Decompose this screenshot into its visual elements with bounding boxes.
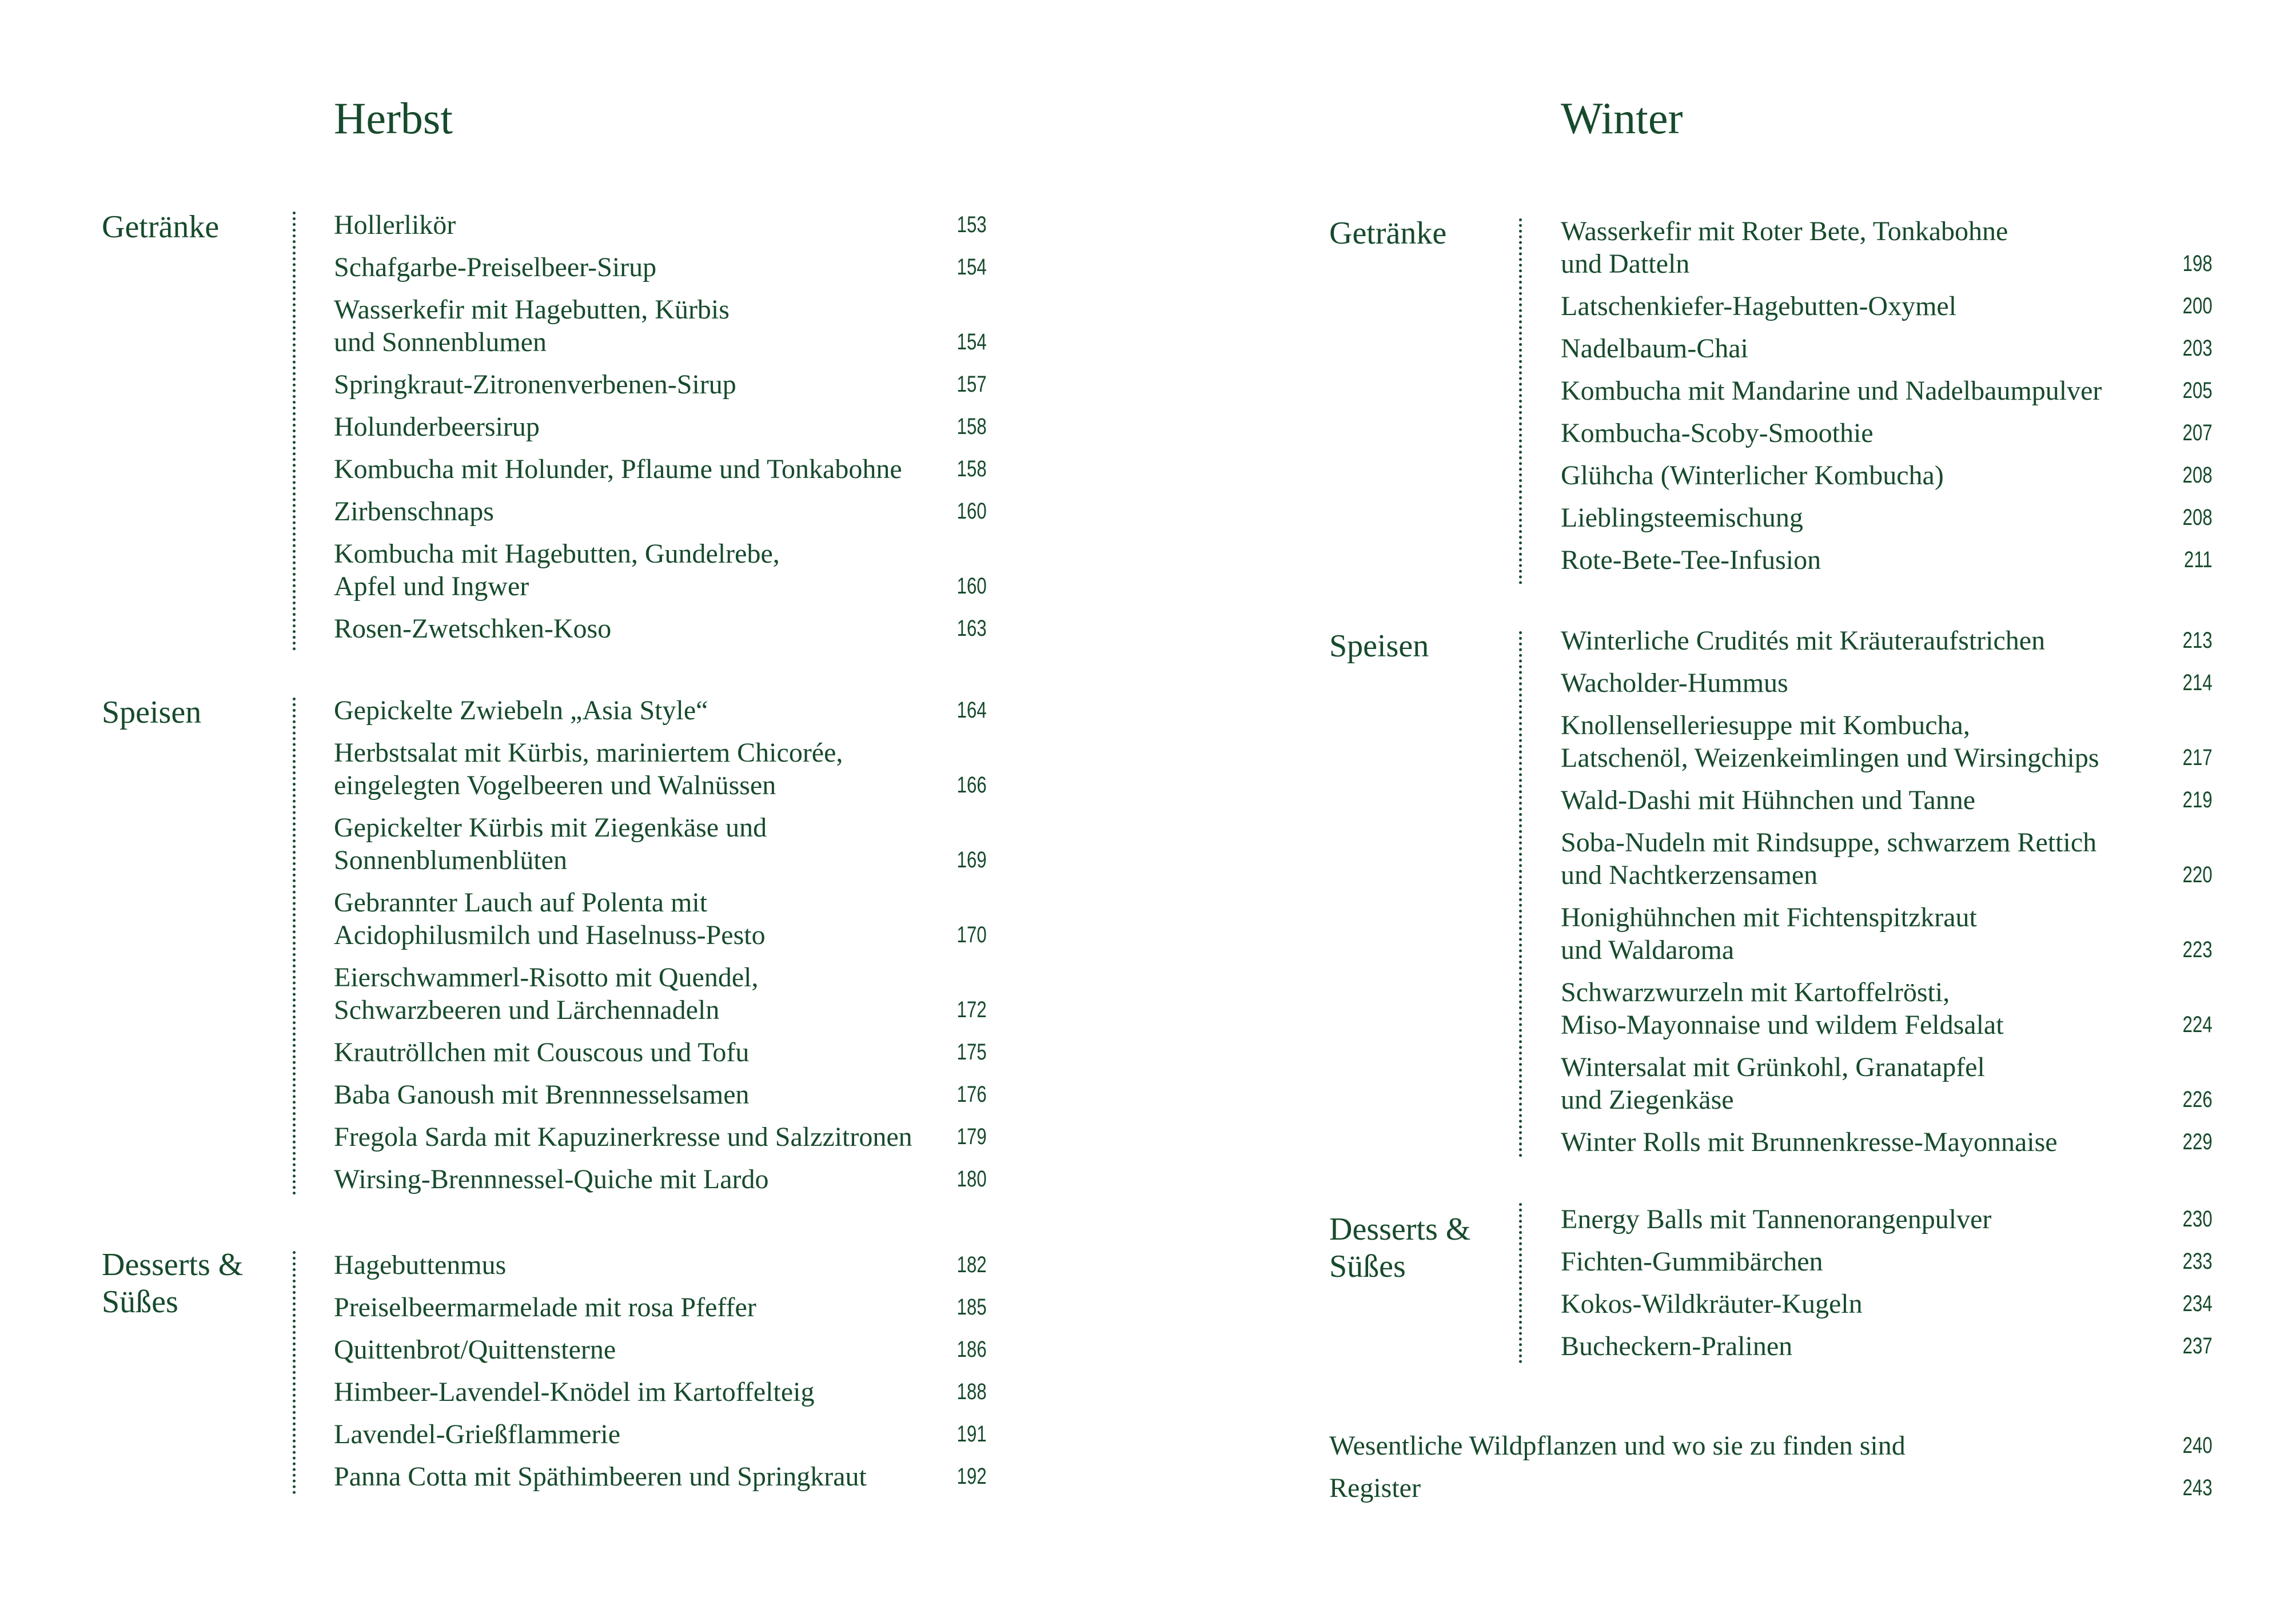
toc-entry[interactable]	[1561, 417, 2213, 449]
toc-entry-title: Fregola Sarda mit Kapuzinerkresse und Salzzitronen	[334, 1122, 912, 1152]
toc-entry[interactable]	[334, 612, 987, 645]
toc-entry[interactable]	[1561, 709, 2213, 774]
appendix-page-number: 240	[2182, 1433, 2213, 1458]
toc-entry-page-number: 211	[2184, 547, 2213, 572]
toc-entry-page-number: 157	[956, 372, 987, 397]
toc-entry-title: Lieblingsteemischung	[1561, 503, 1803, 533]
toc-entry[interactable]	[1561, 501, 2213, 534]
appendix-title: Register	[1329, 1473, 1421, 1503]
toc-entry-title: Krautröllchen mit Couscous und Tofu	[334, 1037, 750, 1068]
toc-entry-page-number: 192	[956, 1464, 987, 1489]
toc-entry[interactable]	[334, 1036, 987, 1069]
toc-entry-title: Hagebuttenmus	[334, 1250, 507, 1280]
toc-entry-title: Kombucha mit Hagebutten, Gundelrebe, Apfel und Ingwer	[334, 539, 780, 602]
toc-entry[interactable]	[334, 293, 987, 359]
autumn-section-label-drinks: Getränke	[102, 209, 220, 245]
toc-entry[interactable]	[334, 1121, 987, 1153]
toc-entry[interactable]	[1561, 901, 2213, 966]
toc-entry-title: Rosen-Zwetschken-Koso	[334, 614, 612, 644]
toc-entry-page-number: 176	[956, 1082, 987, 1107]
toc-entry-page-number: 158	[956, 456, 987, 481]
toc-entry[interactable]	[334, 1333, 987, 1366]
winter-dotted-divider-desserts	[1519, 1203, 1522, 1363]
toc-entry[interactable]	[334, 537, 987, 603]
toc-entry-title: Latschenkiefer-Hagebutten-Oxymel	[1561, 291, 1957, 321]
toc-entry-title: Panna Cotta mit Späthimbeeren und Springkraut	[334, 1461, 867, 1492]
toc-entry-page-number: 200	[2182, 293, 2213, 318]
toc-entry-page-number: 229	[2182, 1129, 2213, 1154]
toc-entry-page-number: 217	[2182, 745, 2213, 770]
winter-drinks-list	[1561, 215, 2213, 586]
toc-entry[interactable]	[1561, 544, 2213, 576]
toc-entry-page-number: 233	[2182, 1249, 2213, 1274]
toc-entry-title: Wintersalat mit Grünkohl, Granatapfel und Ziegenkäse	[1561, 1052, 1985, 1115]
toc-entry-title: Nadelbaum-Chai	[1561, 333, 1748, 364]
toc-entry-page-number: 203	[2182, 336, 2213, 361]
toc-entry[interactable]	[1561, 459, 2213, 492]
toc-entry-title: Wasserkefir mit Roter Bete, Tonkabohne und Datteln	[1561, 216, 2008, 279]
toc-entry[interactable]	[334, 1418, 987, 1451]
toc-entry[interactable]	[1561, 215, 2213, 280]
autumn-section-label-desserts: Desserts & Süßes	[102, 1247, 244, 1320]
toc-entry-page-number: 198	[2182, 251, 2213, 276]
toc-entry-title: Kombucha mit Mandarine und Nadelbaumpulver	[1561, 376, 2102, 406]
toc-entry-page-number: 214	[2182, 670, 2213, 695]
toc-entry-page-number: 153	[956, 212, 987, 237]
appendix-row-register[interactable]	[1329, 1472, 2213, 1504]
winter-section-label-desserts: Desserts & Süßes	[1329, 1212, 1471, 1284]
toc-entry-page-number: 170	[956, 922, 987, 947]
toc-entry-page-number: 223	[2182, 937, 2213, 962]
toc-entry[interactable]	[1561, 375, 2213, 407]
toc-entry-page-number: 224	[2182, 1012, 2213, 1037]
autumn-dishes-list	[334, 694, 987, 1205]
toc-entry[interactable]	[334, 453, 987, 485]
toc-entry-title: Kokos-Wildkräuter-Kugeln	[1561, 1289, 1863, 1319]
toc-entry-title: Lavendel-Grießflammerie	[334, 1419, 621, 1449]
toc-entry-title: Gepickelter Kürbis mit Ziegenkäse und Sonnenblumenblüten	[334, 813, 767, 875]
toc-entry-page-number: 163	[956, 616, 987, 641]
toc-entry-title: Soba-Nudeln mit Rindsuppe, schwarzem Rettich und Nachtkerzensamen	[1561, 827, 2097, 890]
toc-entry-title: Honighühnchen mit Fichtenspitzkraut und Waldaroma	[1561, 902, 1977, 965]
toc-entry-title: Preiselbeermarmelade mit rosa Pfeffer	[334, 1292, 756, 1323]
winter-desserts-list	[1561, 1203, 2213, 1372]
toc-entry-page-number: 172	[956, 997, 987, 1022]
toc-entry-page-number: 169	[956, 847, 987, 873]
toc-entry-title: Rote-Bete-Tee-Infusion	[1561, 545, 1821, 575]
winter-title: Winter	[1561, 93, 1683, 143]
toc-entry-page-number: 188	[956, 1379, 987, 1404]
toc-entry-title: Fichten-Gummibärchen	[1561, 1246, 1823, 1277]
toc-entry-page-number: 154	[956, 329, 987, 355]
toc-entry[interactable]	[334, 961, 987, 1026]
toc-entry[interactable]	[1561, 332, 2213, 365]
toc-entry-page-number: 208	[2182, 463, 2213, 488]
toc-entry-page-number: 164	[956, 698, 987, 723]
toc-entry-page-number: 158	[956, 414, 987, 439]
toc-entry-title: Wasserkefir mit Hagebutten, Kürbis und Sonnenblumen	[334, 294, 730, 357]
toc-entry-title: Energy Balls mit Tannenorangenpulver	[1561, 1204, 1992, 1234]
toc-entry-title: Winter Rolls mit Brunnenkresse-Mayonnaise	[1561, 1127, 2058, 1157]
toc-entry-title: Schafgarbe-Preiselbeer-Sirup	[334, 252, 657, 282]
toc-entry[interactable]	[1561, 1288, 2213, 1320]
toc-entry-title: Wirsing-Brennnessel-Quiche mit Lardo	[334, 1164, 769, 1194]
toc-entry-page-number: 205	[2182, 378, 2213, 403]
toc-entry[interactable]	[1561, 1126, 2213, 1158]
toc-entry-title: Schwarzwurzeln mit Kartoffelrösti, Miso-Mayonnaise und wildem Feldsalat	[1561, 977, 2004, 1040]
toc-entry[interactable]	[334, 736, 987, 802]
autumn-drinks-list	[334, 209, 987, 655]
toc-entry-title: Zirbenschnaps	[334, 496, 494, 527]
toc-entry[interactable]	[334, 368, 987, 401]
toc-entry-page-number: 175	[956, 1039, 987, 1065]
toc-entry[interactable]	[1561, 784, 2213, 817]
toc-entry-title: Gebrannter Lauch auf Polenta mit Acidophilusmilch und Haselnuss-Pesto	[334, 887, 766, 950]
toc-entry[interactable]	[334, 811, 987, 877]
toc-entry-title: Quittenbrot/Quittensterne	[334, 1335, 616, 1365]
appendix-row-wild-plants[interactable]	[1329, 1429, 2213, 1462]
toc-entry-page-number: 179	[956, 1124, 987, 1149]
toc-entry[interactable]	[334, 1249, 987, 1281]
toc-entry-title: Hollerlikör	[334, 210, 456, 240]
toc-entry-page-number: 180	[956, 1166, 987, 1192]
toc-entry-page-number: 208	[2182, 505, 2213, 530]
toc-entry-page-number: 213	[2182, 628, 2213, 653]
autumn-dotted-divider-dishes	[293, 698, 296, 1195]
toc-entry[interactable]	[334, 886, 987, 951]
autumn-desserts-list	[334, 1249, 987, 1503]
toc-entry[interactable]	[1561, 290, 2213, 322]
winter-dotted-divider-drinks	[1519, 218, 1522, 584]
winter-section-label-drinks: Getränke	[1329, 216, 1447, 251]
toc-entry[interactable]	[1561, 667, 2213, 699]
toc-entry[interactable]	[1561, 1051, 2213, 1116]
toc-entry-title: Glühcha (Winterlicher Kombucha)	[1561, 460, 1944, 491]
winter-dishes-list	[1561, 624, 2213, 1168]
winter-dotted-divider-dishes	[1519, 631, 1522, 1157]
toc-entry-page-number: 220	[2182, 862, 2213, 887]
toc-entry-title: Springkraut-Zitronenverbenen-Sirup	[334, 369, 736, 400]
toc-entry-title: Wald-Dashi mit Hühnchen und Tanne	[1561, 785, 1976, 815]
toc-entry-title: Knollenselleriesuppe mit Kombucha, Latschenöl, Weizenkeimlingen und Wirsingchips	[1561, 710, 2099, 773]
autumn-dotted-divider-drinks	[293, 212, 296, 651]
toc-entry-page-number: 226	[2182, 1087, 2213, 1112]
toc-entry-title: Kombucha-Scoby-Smoothie	[1561, 418, 1874, 448]
toc-entry-page-number: 160	[956, 499, 987, 524]
toc-entry-title: Kombucha mit Holunder, Pflaume und Tonkabohne	[334, 454, 902, 484]
toc-entry[interactable]	[334, 1078, 987, 1111]
toc-entry-page-number: 182	[956, 1252, 987, 1277]
toc-entry[interactable]	[1561, 624, 2213, 657]
toc-entry-page-number: 185	[956, 1295, 987, 1320]
toc-entry[interactable]	[334, 1460, 987, 1493]
autumn-section-label-dishes: Speisen	[102, 695, 202, 730]
toc-entry[interactable]	[1561, 1245, 2213, 1278]
toc-entry-page-number: 166	[956, 772, 987, 798]
toc-entry-page-number: 234	[2182, 1291, 2213, 1316]
toc-entry[interactable]	[334, 411, 987, 443]
toc-entry[interactable]	[334, 1163, 987, 1196]
toc-entry-page-number: 154	[956, 254, 987, 280]
toc-entry[interactable]	[334, 209, 987, 241]
toc-entry[interactable]	[1561, 1330, 2213, 1363]
appendix-title: Wesentliche Wildpflanzen und wo sie zu finden sind	[1329, 1431, 1906, 1461]
toc-entry-page-number: 219	[2182, 787, 2213, 813]
toc-entry-title: Gepickelte Zwiebeln „Asia Style“	[334, 695, 708, 726]
toc-entry-page-number: 207	[2182, 420, 2213, 445]
toc-entry-title: Bucheckern-Pralinen	[1561, 1331, 1793, 1361]
toc-entry-page-number: 237	[2182, 1333, 2213, 1359]
toc-entry-title: Winterliche Crudités mit Kräuteraufstrichen	[1561, 626, 2046, 656]
toc-entry-title: Herbstsalat mit Kürbis, mariniertem Chicorée, eingelegten Vogelbeeren und Walnüssen	[334, 738, 843, 800]
toc-entry[interactable]	[334, 1376, 987, 1408]
toc-entry[interactable]	[1561, 826, 2213, 891]
appendix-page-number: 243	[2182, 1475, 2213, 1500]
toc-entry-page-number: 160	[956, 573, 987, 599]
toc-entry-page-number: 230	[2182, 1206, 2213, 1232]
toc-entry[interactable]	[334, 694, 987, 727]
toc-entry-title: Eierschwammerl-Risotto mit Quendel, Schwarzbeeren und Lärchennadeln	[334, 962, 759, 1025]
toc-entry[interactable]	[1561, 976, 2213, 1041]
autumn-title: Herbst	[334, 93, 453, 143]
toc-entry-page-number: 186	[956, 1337, 987, 1362]
toc-entry[interactable]	[334, 495, 987, 528]
toc-entry-title: Wacholder-Hummus	[1561, 668, 1788, 698]
toc-entry-title: Holunderbeersirup	[334, 412, 540, 442]
toc-entry[interactable]	[1561, 1203, 2213, 1236]
toc-entry-title: Baba Ganoush mit Brennnesselsamen	[334, 1080, 750, 1110]
toc-entry-title: Himbeer-Lavendel-Knödel im Kartoffelteig	[334, 1377, 815, 1407]
toc-entry[interactable]	[334, 251, 987, 284]
toc-entry[interactable]	[334, 1291, 987, 1324]
toc-entry-page-number: 191	[956, 1421, 987, 1447]
winter-section-label-dishes: Speisen	[1329, 628, 1429, 664]
autumn-dotted-divider-desserts	[293, 1251, 296, 1494]
